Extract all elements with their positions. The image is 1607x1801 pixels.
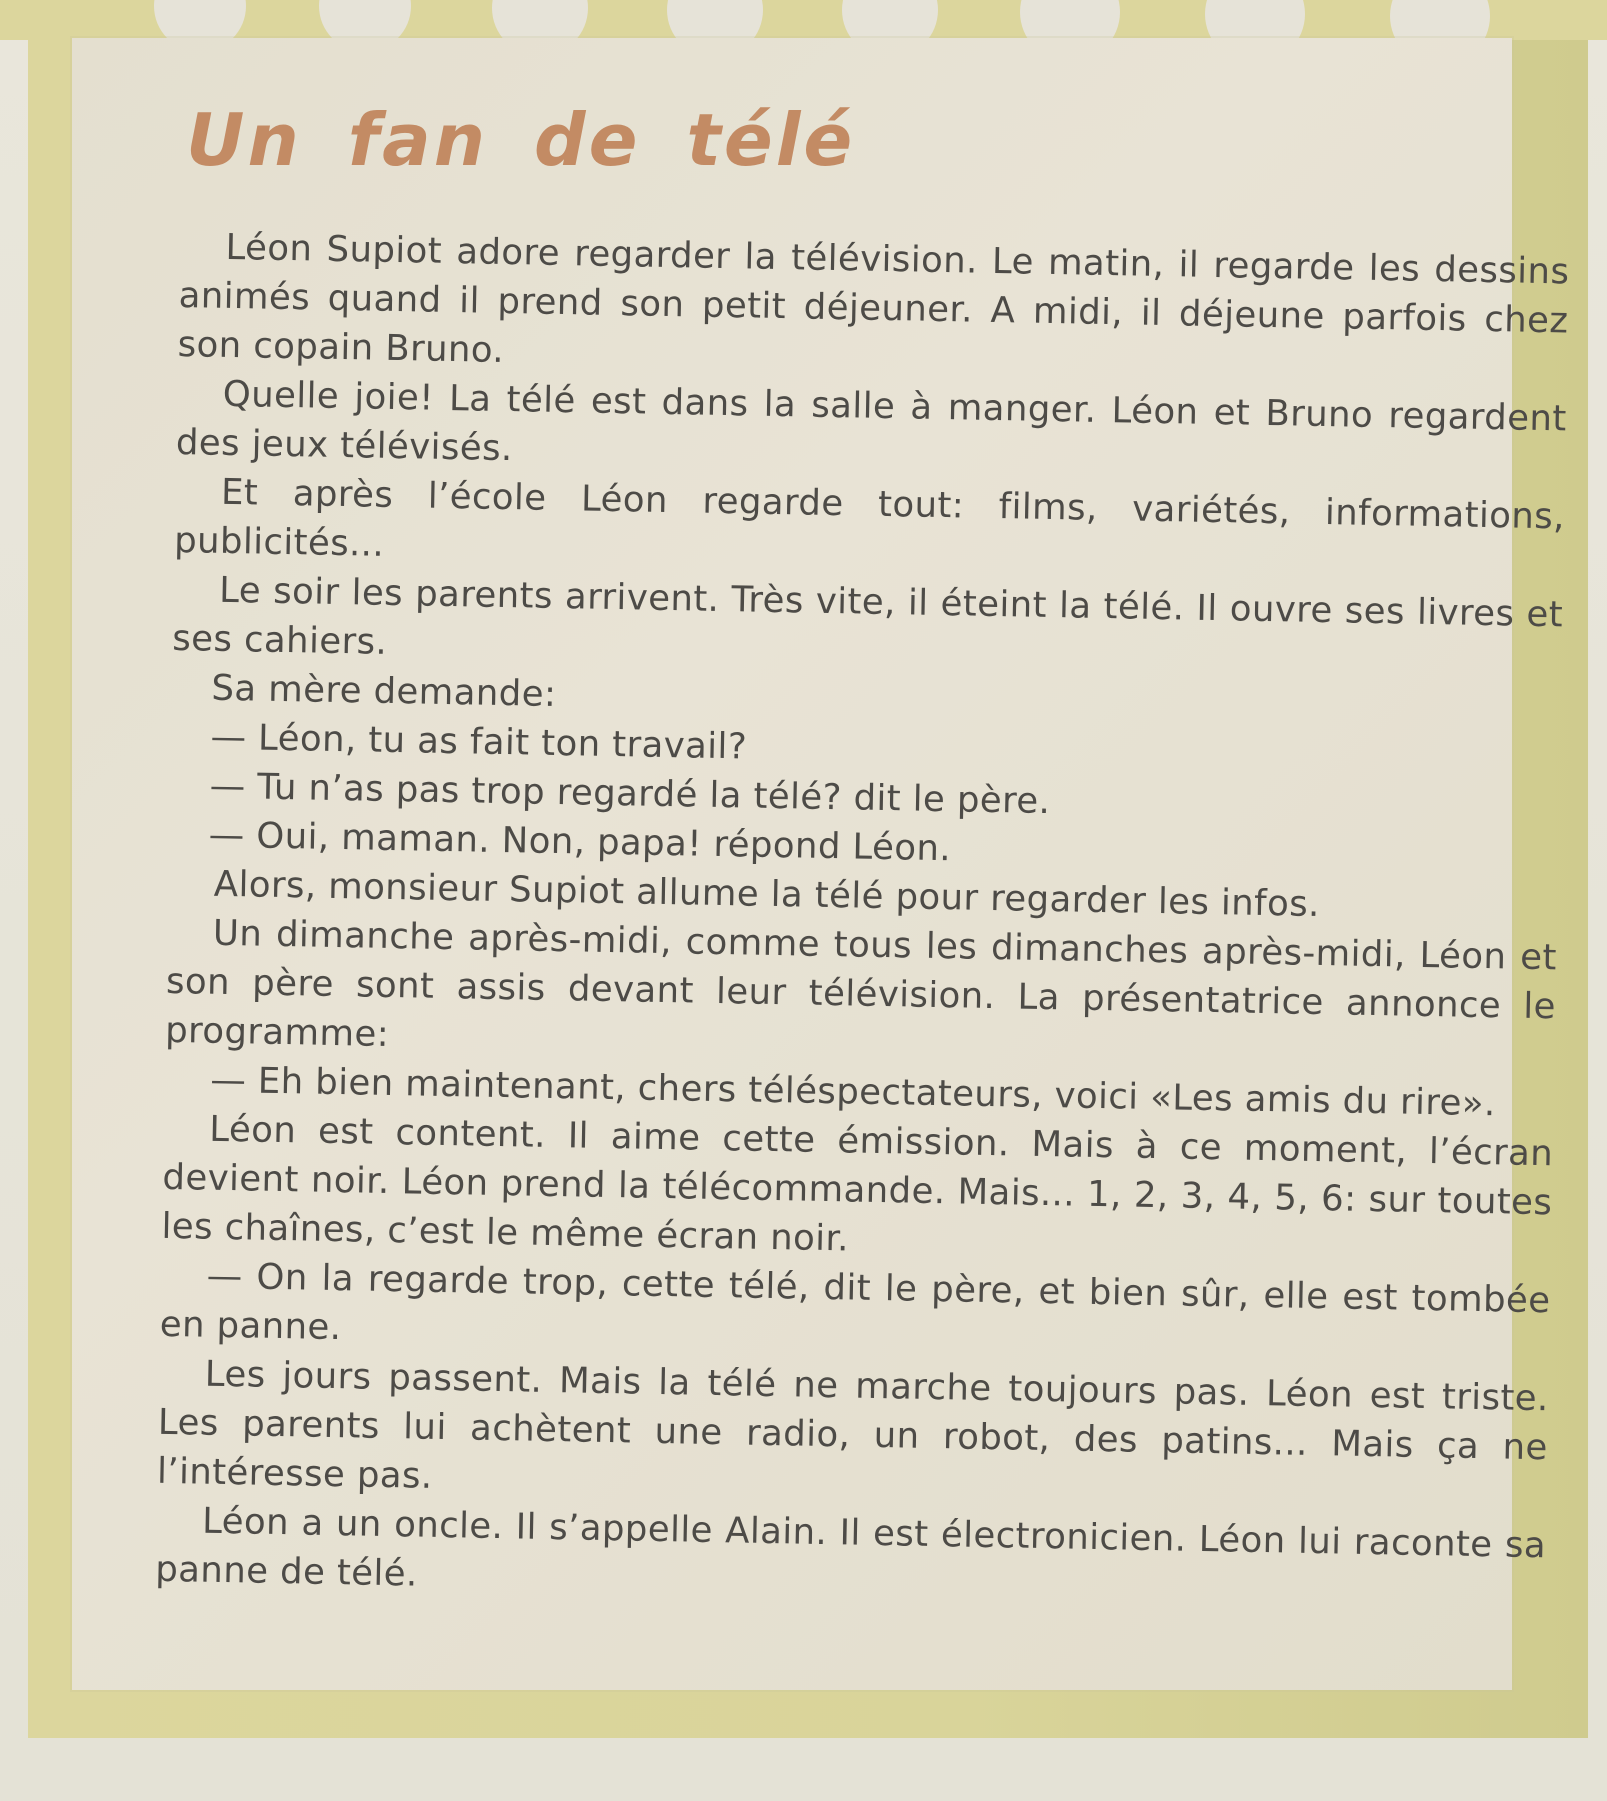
paragraph: Léon a un oncle. Il s’appelle Alain. Il est électronicien. Léon lui raconte sa panne de télé. <box>154 1500 1547 1595</box>
paragraph: Et après l’école Léon regarde tout: films, variétés, informations, publicités... <box>173 471 1566 565</box>
dialogue-line: — Oui, maman. Non, papa! répond Léon. <box>208 814 952 870</box>
paragraph: Sa mère demande: <box>211 667 557 715</box>
dialogue-line: — On la regarde trop, cette télé, dit le père, et bien sûr, elle est tombée en panne. <box>159 1255 1551 1349</box>
dialogue-line: — Eh bien maintenant, chers téléspectateurs, voici «Les amis du rire». <box>209 1059 1497 1125</box>
paragraph: Alors, monsieur Supiot allume la télé pour regarder les infos. <box>213 863 1321 925</box>
paragraph: Quelle joie! La télé est dans la salle à manger. Léon et Bruno regardent des jeux télévisés. <box>175 373 1567 470</box>
story-title: Un fan de télé <box>186 98 856 182</box>
paragraph: Léon est content. Il aime cette émission. Mais à ce moment, l’écran devient noir. Léon prend la télécommande. Mais... 1, 2, 3, 4, 5, 6: sur toutes les chaînes, c’est le même écran noir. <box>161 1108 1554 1260</box>
dialogue-line: — Léon, tu as fait ton travail? <box>210 716 748 768</box>
dialogue-line: — Tu n’as pas trop regardé la télé? dit le père. <box>209 765 1051 823</box>
paragraph: Un dimanche après-midi, comme tous les dimanches après-midi, Léon et son père sont assis devant leur télévision. La présentatrice annonce le programme: <box>164 912 1558 1055</box>
paragraph: Le soir les parents arrivent. Très vite, il éteint la télé. Il ouvre ses livres et ses cahiers. <box>171 569 1564 663</box>
paragraph: Les jours passent. Mais la télé ne marche toujours pas. Léon est triste. Les parents lui achètent une radio, un robot, des patins... Mais ça ne l’intéresse pas. <box>156 1353 1550 1497</box>
story-body <box>155 222 1570 1619</box>
paragraph: Léon Supiot adore regarder la télévision. Le matin, il regarde les dessins animés quand il prend son petit déjeuner. A midi, il déjeune parfois chez son copain Bruno. <box>177 226 1570 371</box>
